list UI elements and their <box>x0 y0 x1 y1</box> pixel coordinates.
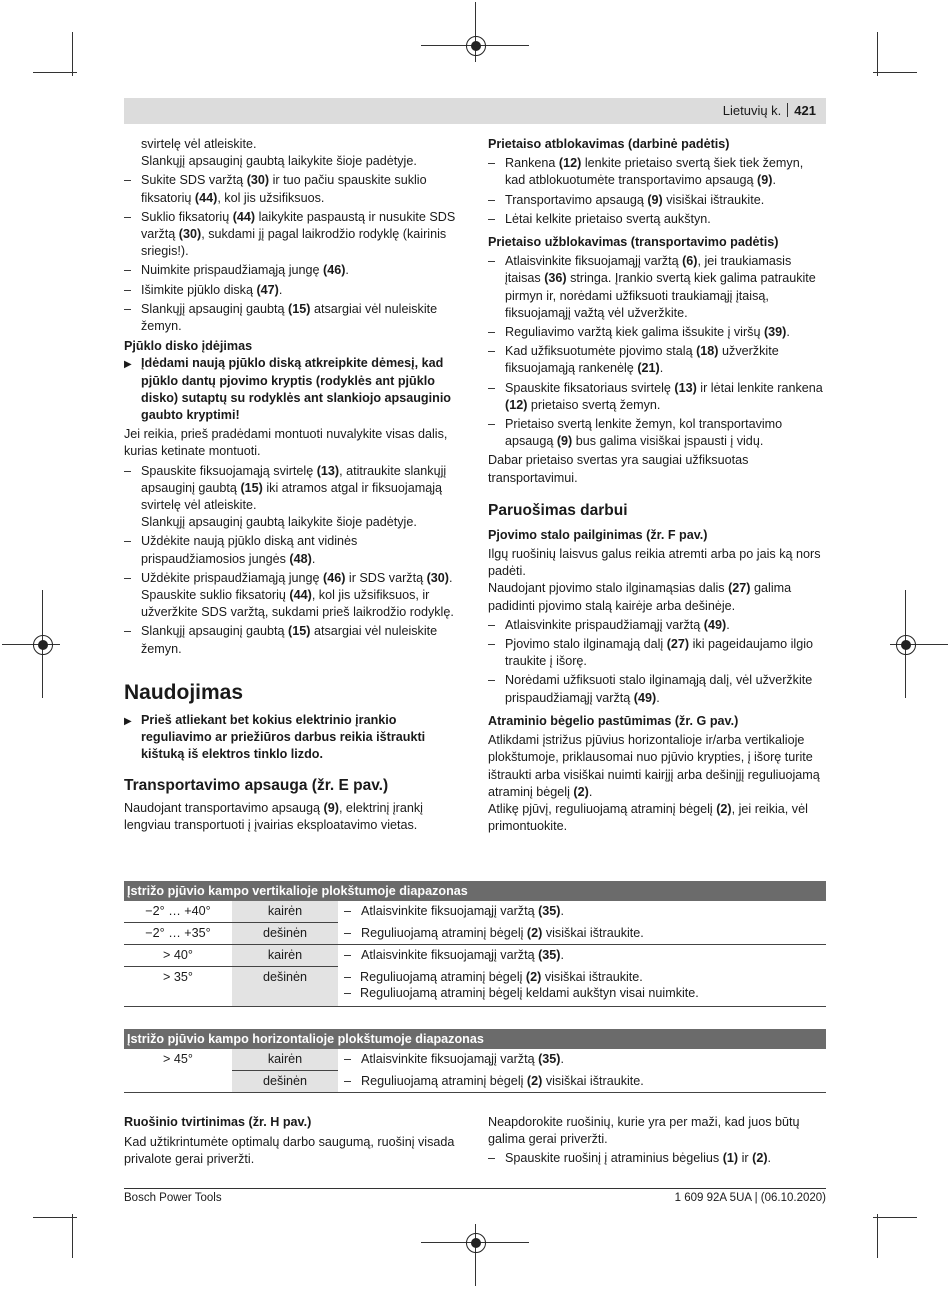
list-item: – Išimkite pjūklo diską (47). <box>124 282 464 299</box>
transport-text: Naudojant transportavimo apsaugą (9), elektrinį įrankį lengviau transportuoti į įvairias eksploatavimo vietas. <box>124 800 423 832</box>
side-cell: dešinėn <box>232 923 338 945</box>
transport-heading: Transportavimo apsauga (žr. E pav.) <box>124 776 389 794</box>
table-title: Įstrižo pjūvio kampo horizontalioje plokštumoje diapazonas <box>124 1029 826 1049</box>
list-item: – Slankųjį apsauginį gaubtą (15) atsargiai vėl nuleiskite žemyn. <box>124 623 464 657</box>
registration-mark-icon <box>466 36 486 56</box>
action-cell: – Reguliuojamą atraminį bėgelį (2) visiškai ištraukite. <box>344 1074 841 1088</box>
footer-doc-id: 1 609 92A 5UA | (06.10.2020) <box>674 1192 826 1204</box>
list-item: – Spauskite fiksuojamąją svirtelę (13), atitraukite slankųjį apsauginį gaubtą (15) iki atramos atgal ir fiksuojamąją svirtelę vėl atleiskite. Slankųjį apsauginį gaubtą laikykite šioje padėtyje. <box>124 463 464 532</box>
lock-heading: Prietaiso užblokavimas (transportavimo padėtis) <box>488 235 779 250</box>
rail-heading: Atraminio bėgelio pastūmimas (žr. G pav.) <box>488 713 739 728</box>
list-item: – Reguliavimo varžtą kiek galima išsukite į viršų (39). <box>488 324 826 341</box>
left-column <box>124 136 464 834</box>
ext-text: Ilgų ruošinių laisvus galus reikia atremti arba po jais ką nors padėti. <box>488 547 821 579</box>
list-item: – Pjovimo stalo ilginamąją dalį (27) iki pageidaujamo ilgio traukite į išorę. <box>488 636 826 670</box>
insert-intro: Jei reikia, prieš pradėdami montuoti nuvalykite visas dalis, kurias ketinate montuoti. <box>124 427 448 459</box>
range-cell: > 35° <box>163 970 193 984</box>
bottom-right-text: Neapdorokite ruošinių, kurie yra per maži, kad juos būtų galima gerai priveržti. <box>488 1115 800 1147</box>
section-title: Naudojimas <box>124 680 244 704</box>
range-cell: > 40° <box>163 948 193 962</box>
table-title: Įstrižo pjūvio kampo vertikalioje plokštumoje diapazonas <box>124 881 826 901</box>
lock-outro: Dabar prietaiso svertas yra saugiai užfiksuotas transportavimui. <box>488 453 749 485</box>
list-item: – Spauskite fiksatoriaus svirtelę (13) ir lėtai lenkite rankena (12) prietaiso svertą žemyn. <box>488 380 826 414</box>
side-cell: kairėn <box>232 1049 338 1071</box>
crop-mark <box>877 1214 878 1258</box>
crop-mark <box>33 1217 77 1218</box>
side-cell: dešinėn <box>232 967 338 1007</box>
bottom-left <box>124 1114 464 1169</box>
insert-warning: ▶ Įdėdami naują pjūklo diską atkreipkite dėmesį, kad pjūklo dantų pjovimo kryptis (rodyklės ant pjūklo disko) sutaptų su rodyklės ant slankiojo apsauginio gaubto kryptimi! <box>124 355 464 424</box>
list-item: – Sukite SDS varžtą (30) ir tuo pačiu spauskite suklio fiksatorių (44), kol jis užsifiksuos. <box>124 172 464 206</box>
rail-text: Atlikę pjūvį, reguliuojamą atraminį bėgelį (2), jei reikia, vėl primontuokite. <box>488 801 808 834</box>
horizontal-range-table <box>124 1029 826 1093</box>
crop-mark <box>72 1214 73 1258</box>
footer-divider <box>124 1188 826 1189</box>
table-row <box>124 967 826 1007</box>
registration-mark-icon <box>896 635 916 655</box>
insert-heading: Pjūklo disko įdėjimas <box>124 339 253 354</box>
range-cell: −2° … +40° <box>145 904 211 918</box>
list-item: – Norėdami užfiksuoti stalo ilginamąją dalį, vėl užveržkite prispaudžiamąjį varžtą (49). <box>488 672 826 706</box>
list-item: – Lėtai kelkite prietaiso svertą aukštyn. <box>488 211 826 228</box>
footer-brand: Bosch Power Tools <box>124 1192 222 1204</box>
list-item: – Suklio fiksatorių (44) laikykite paspaustą ir nusukite SDS varžtą (30), sukdami jį pagal laikrodžio rodyklę (kairinis sriegis!). <box>124 209 464 261</box>
vertical-range-table <box>124 881 826 1007</box>
list-item: – Atlaisvinkite prispaudžiamąjį varžtą (49). <box>488 617 826 634</box>
range-cell: > 45° <box>163 1052 193 1066</box>
page-header <box>124 98 826 124</box>
unlock-heading: Prietaiso atblokavimas (darbinė padėtis) <box>488 137 730 151</box>
action-cell: – Atlaisvinkite fiksuojamąjį varžtą (35). <box>344 948 841 962</box>
crop-mark <box>72 32 73 76</box>
clamp-text: Kad užtikrintumėte optimalų darbo saugumą, ruošinį visada privalote gerai priveržti. <box>124 1135 455 1167</box>
page-number: 421 <box>794 103 816 118</box>
header-text <box>723 103 816 118</box>
ext-heading: Pjovimo stalo pailginimas (žr. F pav.) <box>488 527 708 542</box>
list-item: – Kad užfiksuotumėte pjovimo stalą (18) užveržkite fiksuojamąją rankenėlę (21). <box>488 343 826 377</box>
side-cell: kairėn <box>232 945 338 967</box>
list-item: – Prietaiso svertą lenkite žemyn, kol transportavimo apsaugą (9) bus galima visiškai įspausti į vidų. <box>488 416 826 450</box>
table-row <box>124 923 826 945</box>
table-row <box>124 901 826 923</box>
action-cell: – Atlaisvinkite fiksuojamąjį varžtą (35). <box>344 1052 841 1066</box>
list-item: – Rankena (12) lenkite prietaiso svertą šiek tiek žemyn, kad atblokuotumėte transportavimo apsaugą (9). <box>488 155 826 189</box>
continued-text: svirtelę vėl atleiskite. <box>141 137 257 151</box>
registration-mark-icon <box>466 1233 486 1253</box>
side-cell: kairėn <box>232 901 338 923</box>
table-row <box>124 1071 826 1093</box>
continued-text: Slankųjį apsauginį gaubtą laikykite šioje padėtyje. <box>141 154 417 169</box>
action-cell: – Atlaisvinkite fiksuojamąjį varžtą (35). <box>344 904 841 918</box>
action-cell: – Reguliuojamą atraminį bėgelį (2) visiškai ištraukite. – Reguliuojamą atraminį bėgelį keldami aukštyn visai nuimkite. <box>344 970 824 1000</box>
side-cell: dešinėn <box>232 1071 338 1093</box>
section-warning: ▶ Prieš atliekant bet kokius elektrinio įrankio reguliavimo ar priežiūros darbus reikia ištraukti kištuką iš elektros tinklo lizdo. <box>124 712 464 764</box>
clamp-heading: Ruošinio tvirtinimas (žr. H pav.) <box>124 1115 312 1129</box>
crop-mark <box>873 1217 917 1218</box>
table-row <box>124 945 826 967</box>
list-item: – Nuimkite prispaudžiamąją jungę (46). <box>124 262 464 279</box>
crop-mark <box>33 72 77 73</box>
prep-title: Paruošimas darbui <box>488 501 628 519</box>
header-language: Lietuvių k. <box>722 103 782 118</box>
list-item: – Slankųjį apsauginį gaubtą (15) atsargiai vėl nuleiskite žemyn. <box>124 301 464 335</box>
removal-steps <box>124 172 464 335</box>
ext-text: Naudojant pjovimo stalo ilginamąsias dalis (27) galima padidinti pjovimo stalą kairėje arba dešinėje. <box>488 581 792 613</box>
registration-mark-icon <box>33 635 53 655</box>
table-row <box>124 1049 826 1071</box>
list-item: – Uždėkite prispaudžiamąją jungę (46) ir SDS varžtą (30). Spauskite suklio fiksatorių (44), kol jis užsifiksuos, ir užveržkite SDS varžtą, sukdami prieš laikrodžio rodyklę. <box>124 570 464 622</box>
list-item: – Transportavimo apsaugą (9) visiškai ištraukite. <box>488 192 826 209</box>
rail-text: Atlikdami įstrižus pjūvius horizontalioje ir/arba vertikalioje plokštumoje, priklausomai nuo pjūvio krypties, į išorę turite ištraukti arba visiškai nuimti kairįjį arba dešinįjį reguliuojamą atraminį bėgelį (2). <box>488 733 820 799</box>
list-item: – Spauskite ruošinį į atraminius bėgelius (1) ir (2). <box>488 1150 826 1167</box>
action-cell: – Reguliuojamą atraminį bėgelį (2) visiškai ištraukite. <box>344 926 841 940</box>
crop-mark <box>873 72 917 73</box>
list-item: – Atlaisvinkite fiksuojamąjį varžtą (6), jei traukiamasis įtaisas (36) stringa. Įrankio svertą kiek galima patraukite pirmyn ir, norėdami užfiksuoti traukiamąjį įtaisą, fiksuojamąjį važtą vėl užveržkite. <box>488 253 826 322</box>
crop-mark <box>877 32 878 76</box>
right-column <box>488 136 826 835</box>
insert-steps <box>124 463 464 658</box>
list-item: – Uždėkite naują pjūklo diską ant vidinės prispaudžiamosios jungės (48). <box>124 533 464 567</box>
range-cell: −2° … +35° <box>145 926 211 940</box>
bottom-right <box>488 1114 826 1168</box>
